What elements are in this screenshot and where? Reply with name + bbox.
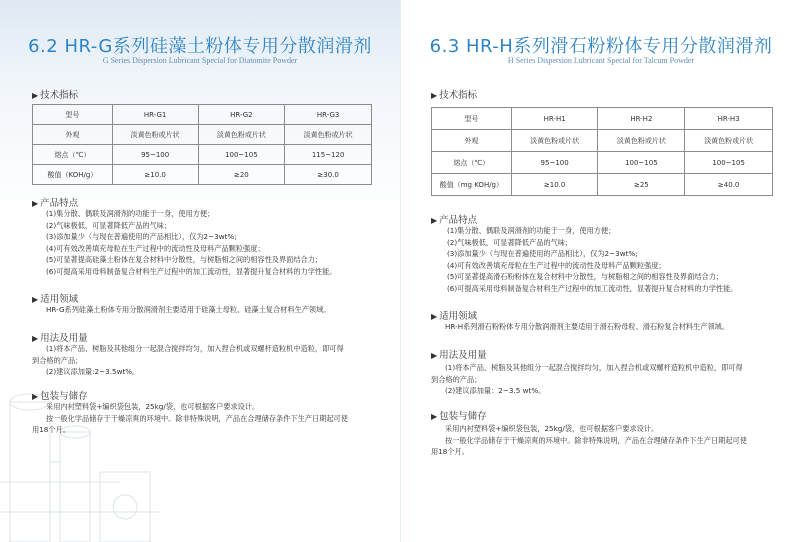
apps-text <box>445 321 729 333</box>
table-row <box>33 125 372 145</box>
table-cell: ≥10.0 <box>112 165 198 185</box>
features-list <box>46 208 337 278</box>
table-cell: 淡黄色粉或片状 <box>285 125 372 145</box>
apps-heading: ▶ 适用领域 <box>431 311 478 322</box>
page-subtitle: H Series Dispersion Lubricant Special for Talcum Powder <box>507 56 695 65</box>
paragraph: 用18个月。 <box>431 447 469 457</box>
table-cell: 95~100 <box>511 152 598 174</box>
triangle-right-icon: ▶ <box>431 216 438 225</box>
features-heading: ▶ 产品特点 <box>32 198 79 209</box>
paragraph: HR-H系列滑石粉粉体专用分散润滑剂主要适用于滑石粉母粒、滑石粉复合材料生产领域。 <box>445 322 730 331</box>
table-cell: 酸值（mg KOH/g） <box>432 174 512 196</box>
table-cell: 淡黄色粉或片状 <box>598 130 685 152</box>
triangle-right-icon: ▶ <box>431 91 438 100</box>
paragraph: (2)建议添加量：2~3.5 wt%。 <box>445 386 546 396</box>
paragraph: 按一般化学品储存于干燥凉爽的环境中。除非特殊说明，产品在合理储存条件下生产日期起可使 <box>46 413 348 423</box>
table-cell: 95~100 <box>112 145 198 165</box>
table-cell: 100~105 <box>598 152 685 174</box>
right-page <box>400 0 800 542</box>
paragraph: 按一般化学品储存于干燥凉爽的环境中。除非特殊说明，产品在合理储存条件下生产日期起可使 <box>445 435 747 445</box>
paragraph: 用18个月。 <box>32 425 70 435</box>
pack-heading: ▶ 包装与储存 <box>431 411 487 422</box>
table-row <box>33 145 372 165</box>
spec-table <box>431 107 773 196</box>
triangle-right-icon: ▶ <box>431 412 438 421</box>
spec-table <box>32 104 372 185</box>
table-cell: 外观 <box>33 125 113 145</box>
table-row <box>432 108 773 130</box>
list-item: (1)集分散、偶联及润滑剂的功能于一身，使用方便； <box>46 209 215 218</box>
list-item: (5)可显著提高滑石粉粉体在复合材料中分散性，与树脂相之间的相容性及界面结合力； <box>447 272 724 282</box>
table-cell: ≥25 <box>598 174 685 196</box>
table-row <box>33 105 372 125</box>
table-row <box>432 174 773 196</box>
paragraph: (1)将本产品、树脂及其他组分一起混合搅拌均匀，加入捏合机或双螺杆造粒机中造粒，即可得 <box>46 344 344 353</box>
paragraph: (2)建议添加量:2~3.5wt%。 <box>46 367 140 377</box>
usage-heading: ▶ 用法及用量 <box>431 350 487 361</box>
table-cell: HR-H3 <box>685 108 773 130</box>
page-subtitle: G Series Dispersion Lubricant Special for Diatomite Powder <box>102 56 298 65</box>
paragraph: 到合格的产品； <box>32 355 83 365</box>
triangle-right-icon: ▶ <box>32 392 39 401</box>
table-cell: HR-G1 <box>112 105 198 125</box>
list-item: (6)可提高采用母料制备复合材料生产过程中的加工流动性，显著提升复合材料的力学性能。 <box>447 283 738 293</box>
paragraph: 采用内衬塑料袋+编织袋包装，25kg/袋，也可根据客户要求设计。 <box>46 402 260 411</box>
table-row <box>33 165 372 185</box>
list-item: (3)添加量少（与现在普遍使用的产品相比），仅为2~3wt%; <box>447 249 638 259</box>
triangle-right-icon: ▶ <box>32 334 39 343</box>
apps-heading: ▶ 适用领域 <box>32 294 79 305</box>
table-cell: 100~105 <box>685 152 773 174</box>
usage-heading: ▶ 用法及用量 <box>32 333 88 344</box>
page-title: 6.2 HR-G系列硅藻土粉体专用分散润滑剂 <box>28 36 372 57</box>
table-cell: 酸值（KOH/g） <box>33 165 113 185</box>
features-list <box>447 225 738 295</box>
triangle-right-icon: ▶ <box>431 312 438 321</box>
spec-heading: ▶ 技术指标 <box>431 90 478 101</box>
table-cell: 115~120 <box>285 145 372 165</box>
list-item: (2)气味极低，可显著降低产品的气味； <box>46 220 172 230</box>
table-cell: 100~105 <box>198 145 285 165</box>
features-heading: ▶ 产品特点 <box>431 215 478 226</box>
table-row <box>432 130 773 152</box>
list-item: (5)可显著提高硅藻土粉体在复合材料中分散性，与树脂相之间的相容性及界面结合力； <box>46 255 323 265</box>
table-cell: 型号 <box>432 108 512 130</box>
triangle-right-icon: ▶ <box>32 91 39 100</box>
paragraph: 到合格的产品； <box>431 374 482 384</box>
table-cell: HR-G3 <box>285 105 372 125</box>
pack-text <box>431 423 747 458</box>
table-cell: 淡黄色粉或片状 <box>511 130 598 152</box>
table-cell: 外观 <box>432 130 512 152</box>
table-row <box>432 152 773 174</box>
usage-text <box>32 343 344 378</box>
table-cell: ≥10.0 <box>511 174 598 196</box>
usage-text <box>431 362 743 397</box>
apps-text <box>46 304 330 316</box>
spec-heading: ▶ 技术指标 <box>32 90 79 101</box>
table-cell: 熔点（℃） <box>33 145 113 165</box>
pack-heading: ▶ 包装与储存 <box>32 391 88 402</box>
triangle-right-icon: ▶ <box>32 295 39 304</box>
table-cell: ≥40.0 <box>685 174 773 196</box>
paragraph: HR-G系列硅藻土粉体专用分散润滑剂主要适用于硅藻土母粒、硅藻土复合材料生产领域。 <box>46 305 331 314</box>
pack-text <box>32 401 348 436</box>
table-cell: 淡黄色粉或片状 <box>198 125 285 145</box>
list-item: (2)气味极低，可显著降低产品的气味； <box>447 237 573 247</box>
list-item: (1)集分散、偶联及润滑剂的功能于一身，使用方便； <box>447 226 616 235</box>
triangle-right-icon: ▶ <box>32 199 39 208</box>
table-cell: HR-H2 <box>598 108 685 130</box>
table-cell: 淡黄色粉或片状 <box>685 130 773 152</box>
list-item: (4)可有效改善填充母粒在生产过程中的流动性及母料产品颗粒强度； <box>46 243 265 253</box>
table-cell: 淡黄色粉或片状 <box>112 125 198 145</box>
page-title: 6.3 HR-H系列滑石粉粉体专用分散润滑剂 <box>429 36 773 57</box>
table-cell: ≥20 <box>198 165 285 185</box>
list-item: (3)添加量少（与现在普遍使用的产品相比），仅为2~3wt%; <box>46 232 237 242</box>
table-cell: HR-G2 <box>198 105 285 125</box>
paragraph: 采用内衬塑料袋+编织袋包装，25kg/袋，也可根据客户要求设计。 <box>445 424 659 433</box>
table-cell: 熔点（℃） <box>432 152 512 174</box>
table-cell: 型号 <box>33 105 113 125</box>
list-item: (6)可提高采用母料制备复合材料生产过程中的加工流动性，显著提升复合材料的力学性能。 <box>46 266 337 276</box>
table-cell: HR-H1 <box>511 108 598 130</box>
triangle-right-icon: ▶ <box>431 351 438 360</box>
list-item: (4)可有效改善填充母粒在生产过程中的流动性及母料产品颗粒强度； <box>447 260 666 270</box>
paragraph: (1)将本产品、树脂及其他组分一起混合搅拌均匀，加入捏合机或双螺杆造粒机中造粒，即可得 <box>445 363 743 372</box>
table-cell: ≥30.0 <box>285 165 372 185</box>
